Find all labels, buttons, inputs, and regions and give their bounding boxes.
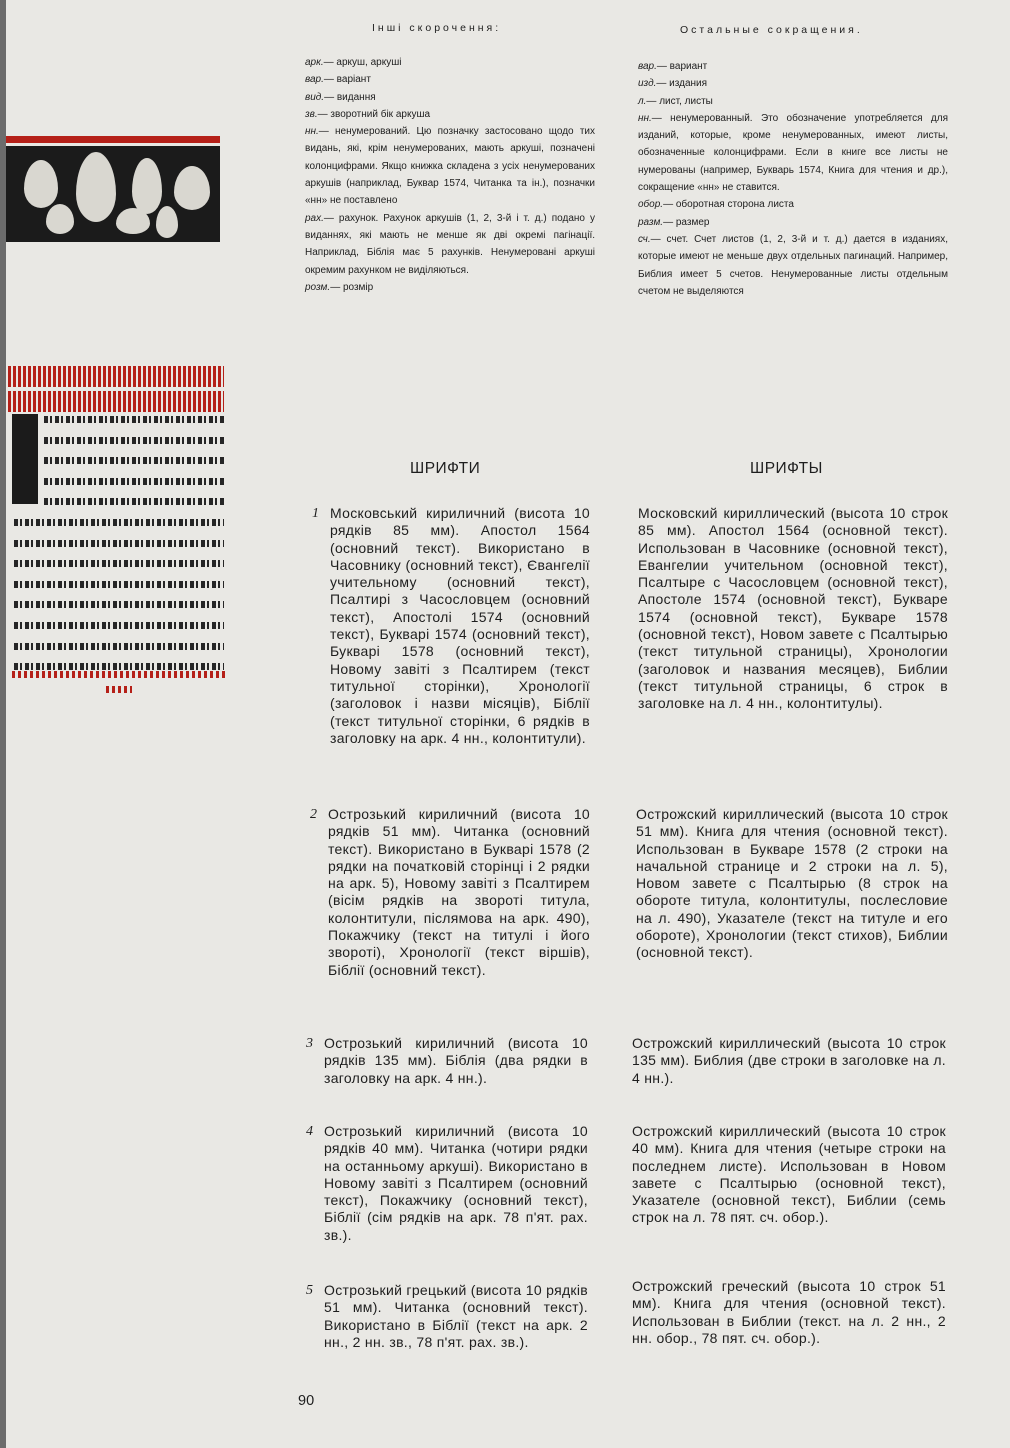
abbrev-ru-heading: Остальные сокращения. — [680, 24, 863, 36]
font-entry-ru-1: Московский кириллический (высота 10 строк 85 мм). Апостол 1564 (основной текст). Использован в Часовнике (основной текст), Евангелии учительном (основной текст), Псалтыре с Часословцем (основной текст), Апостоле 1574 (основной текст), Букваре 1574 (основной текст), Букваре 1578 (основной текст), Новом завете с Псалтырью (текст титульной страницы), Хронологии (заголовок и названия месяцев), Библии (текст титульной страницы, 6 строк в заголовке на л. 4 нн., колонтитулы). — [638, 505, 948, 712]
list-item: розм.— розмір — [305, 281, 374, 293]
entry-number: 2 — [310, 807, 318, 822]
entry-number: 5 — [306, 1283, 314, 1298]
fonts-uk-title: ШРИФТИ — [410, 460, 481, 477]
list-item: рах.— рахунок. Рахунок аркушів (1, 2, 3-й і т. д.) подано у виданнях, які мають не менше як дві окремі пагінації. Наприклад, Біблія має 5 рахунків. Ненумеровані аркуші окремим рахунком не виділяються. — [305, 212, 595, 276]
list-item: вид.— видання — [305, 91, 376, 103]
page-number: 90 — [298, 1393, 315, 1409]
cyrillic-text-sample — [14, 416, 224, 684]
list-item: вар.— варіант — [305, 74, 371, 86]
font-entry-uk-3: 3 Острозький кириличний (висота 10 рядків 135 мм). Біблія (два рядки в заголовку на арк. 4 нн.). — [306, 1035, 588, 1086]
list-item: обор.— оборотная сторона листа — [638, 199, 794, 211]
font-entry-uk-5: 5 Острозький грецький (висота 10 рядків 51 мм). Читанка (основний текст). Використано в Біблії (текст на арк. 2 нн., 2 нн. зв., 78 п'ят. рах. зв.). — [306, 1282, 588, 1350]
list-item: зв.— зворотний бік аркуша — [305, 108, 431, 120]
headpiece-ornament — [6, 128, 222, 240]
font-specimen-image — [6, 128, 228, 240]
list-item: л.— лист, листы — [638, 95, 713, 107]
list-item: нн.— ненумерованный. Это обозначение употребляется для изданий, которые, кроме ненумерованных, имеют листы, обозначенные колонцифрами. Если в книге все листы не нумерованы (например, Букварь 1574, Книга для чтения и др.), сокращение «нн» не ставится. — [638, 112, 948, 194]
list-item: изд.— издания — [638, 78, 708, 90]
list-item: сч.— счет. Счет листов (1, 2, 3-й и т. д.) дается в изданиях, которые имеют не меньше двух отдельных пагинаций. Например, Библия имеет 5 счетов. Ненумерованные листы отдельным счетом не выделяются — [638, 233, 948, 297]
fonts-ru-title: ШРИФТЫ — [750, 460, 823, 477]
list-item: разм.— размер — [638, 216, 710, 228]
red-headline-ligature — [8, 366, 224, 412]
font-entry-ru-3: Острожский кириллический (высота 10 строк 135 мм). Библия (две строки в заголовке на л. 4 нн.). — [632, 1035, 946, 1086]
font-entry-ru-4: Острожский кириллический (высота 10 строк 40 мм). Книга для чтения (четыре строки на последнем листе). Использован в Новом завете с Псалтырью (основной текст), Указателе (основной текст), Библии (семь строк на л. 78 пят. сч. обор.). — [632, 1123, 946, 1226]
abbrev-uk-list — [305, 54, 595, 296]
font-entry-uk-4: 4 Острозький кириличний (висота 10 рядків 40 мм). Читанка (чотири рядки на останньому аркуші). Використано в Новому завіті з Псалтирем (основний текст), Покажчику (основний текст), Біблії (сім рядків на арк. 78 п'ят. рах. зв.). — [306, 1123, 588, 1243]
abbrev-uk-heading: Інші скорочення: — [372, 22, 502, 34]
red-colophon — [12, 671, 228, 701]
abbrev-ru-list — [638, 58, 948, 300]
list-item: вар.— вариант — [638, 61, 708, 72]
font-entry-ru-2: Острожский кириллический (высота 10 строк 51 мм). Книга для чтения (основной текст). Использован в Букваре 1578 (2 строки на начальной странице и 2 строки на л. 5), Новом завете с Псалтырью (8 строк на обороте титула, колонтитулы, послесловие на л. 490), Указателе (текст на титуле и его обороте), Хронологии (текст стихов), Библии (основной текст). — [636, 806, 948, 961]
entry-number: 4 — [306, 1124, 314, 1139]
font-entry-uk-1: 1 Московський кириличний (висота 10 рядків 85 мм). Апостол 1564 (основний текст). Використано в Часовнику (основний текст), Євангелії учительному (основний текст), Псалтирі з Часословцем (основний текст), Апостолі 1574 (основний текст), Букварі 1574 (основний текст), Букварі 1578 (основний текст), Новому завіті з Псалтирем (текст титульної сторінки), Хронології (заголовок і назви місяців), Біблії (текст титульної сторінки, 6 рядків в заголовку на арк. 4 нн., колонтитули). — [312, 505, 590, 746]
font-entry-uk-2: 2 Острозький кириличний (висота 10 рядків 51 мм). Читанка (основний текст). Використано в Букварі 1578 (2 рядки на початковій сторінці і 2 рядки на арк. 5), Новому завіті з Псалтирем (вісім рядків на звороті титула, колонтитули, післямова на арк. 490), Покажчику (текст на титулі і його звороті), Хронології (текст віршів), Біблії (основний текст). — [310, 806, 590, 978]
entry-number: 1 — [312, 506, 320, 521]
font-entry-ru-5: Острожский греческий (высота 10 строк 51 мм). Книга для чтения (основной текст). Использован в Библии (текст. на л. 2 нн., 2 нн. обор., 78 пят. сч. обор.). — [632, 1278, 946, 1346]
entry-number: 3 — [306, 1036, 314, 1051]
list-item: арк.— аркуш, аркуші — [305, 57, 402, 68]
list-item: нн.— ненумерований. Цю позначку застосовано щодо тих видань, які, крім ненумерованих, мають аркуші, позначені колонцифрами. Якщо книжка складена з усіх ненумерованих аркушів (наприклад, Буквар 1574, Читанка та ін.), позначки «нн» не поставлено — [305, 126, 595, 207]
